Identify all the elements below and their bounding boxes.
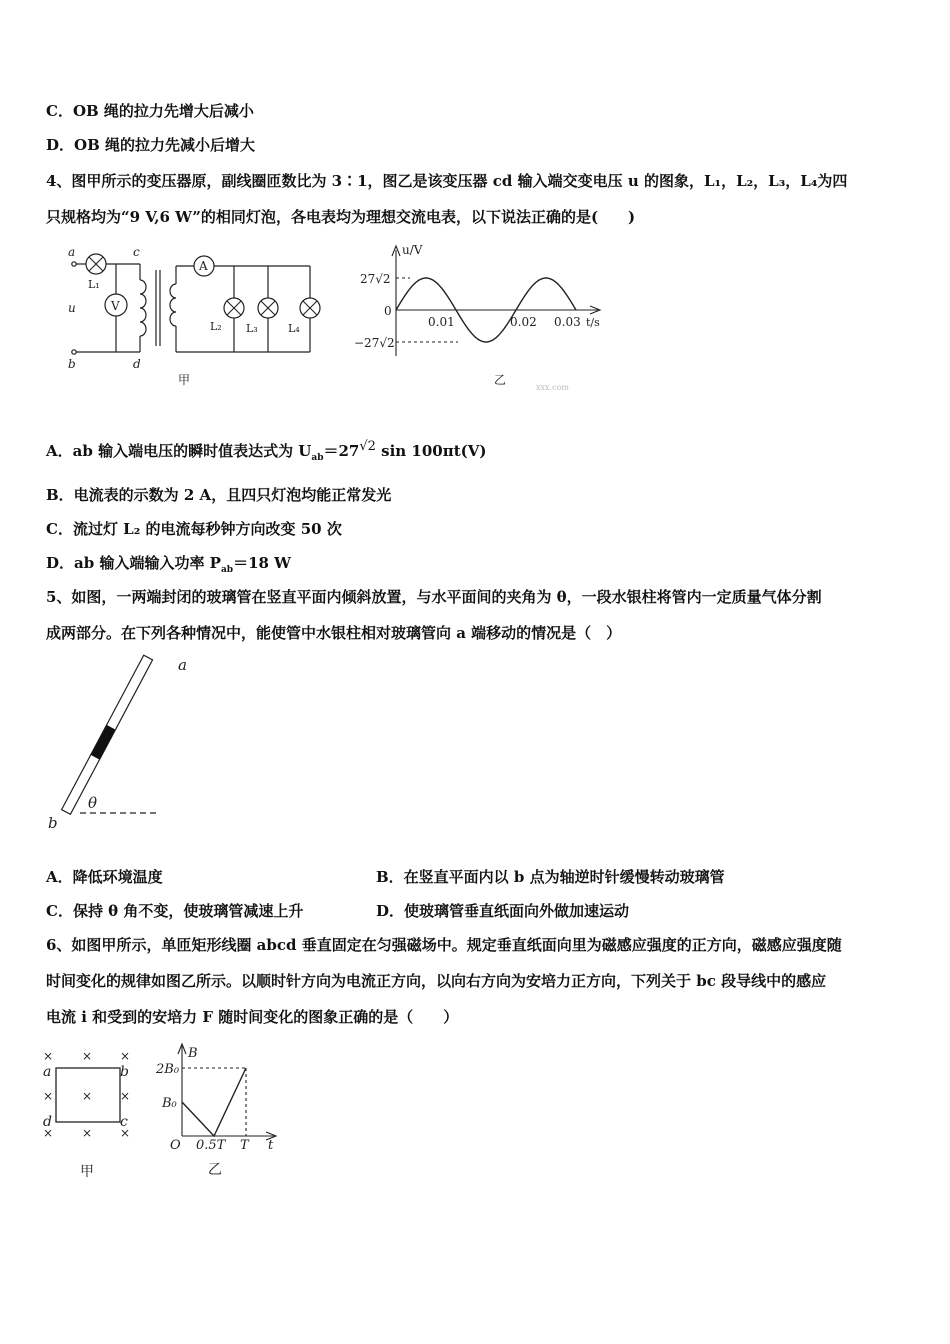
watermark-text: xxx.com: [536, 383, 569, 392]
q3-option-d: D．OB 绳的拉力先减小后增大: [46, 136, 255, 154]
q4-graph-caption: 乙: [494, 373, 507, 387]
tube-end-a: a: [178, 656, 187, 674]
terminal-d: d: [133, 357, 141, 371]
q6-graph-caption: 乙: [208, 1162, 222, 1178]
q5-stem-line2: 成两部分。在下列各种情况中，能使管中水银柱相对玻璃管向 a 端移动的情况是（ ）: [46, 624, 622, 642]
q4-voltage-graph: [340, 238, 630, 398]
graph-zero-label: 0: [384, 304, 392, 318]
svg-text:×: ×: [119, 1049, 131, 1063]
q6-stem-line3: 电流 i 和受到的安培力 F 随时间变化的图象正确的是（ ）: [46, 1008, 459, 1026]
b-graph-xlabel: t: [268, 1138, 274, 1153]
q4-option-a: A．ab 输入端电压的瞬时值表达式为 $U_{ab}=27^{√2}$ sin 100πt(V): [46, 439, 487, 463]
q6-field-graph: [150, 1040, 290, 1180]
svg-text:×: ×: [119, 1089, 131, 1103]
svg-text:×: ×: [42, 1126, 54, 1140]
lamp-l1-label: L₁: [88, 278, 100, 291]
terminal-b: b: [68, 357, 76, 371]
q5-option-d: D．使玻璃管垂直纸面向外做加速运动: [376, 902, 630, 920]
svg-text:×: ×: [42, 1089, 54, 1103]
terminal-a: a: [68, 245, 76, 259]
graph-xlabel: t/s: [586, 316, 600, 329]
angle-theta: θ: [88, 794, 98, 812]
b-graph-origin: O: [170, 1138, 181, 1153]
svg-text:×: ×: [119, 1126, 131, 1140]
graph-ymin-label: −27√2: [354, 336, 395, 350]
tube-end-b: b: [48, 814, 58, 832]
b-graph-half-t: 0.5T: [196, 1138, 226, 1153]
q6-coil-caption: 甲: [80, 1164, 94, 1180]
lamp-l2-label: L₂: [210, 320, 222, 333]
coil-corner-a: a: [43, 1064, 52, 1080]
lamp-l4-label: L₄: [288, 322, 300, 335]
coil-corner-b: b: [120, 1064, 129, 1080]
q5-option-b: B．在竖直平面内以 b 点为轴逆时针缓慢转动玻璃管: [376, 868, 725, 886]
b-field-line: [182, 1068, 246, 1136]
svg-text:×: ×: [42, 1049, 54, 1063]
tick-001: 0.01: [428, 315, 455, 329]
tick-003: 0.03: [554, 315, 581, 329]
b-graph-2b0: 2B₀: [156, 1062, 180, 1077]
voltage-u-label: u: [68, 301, 76, 315]
q4-stem-line2: 只规格均为“9 V,6 W”的相同灯泡，各电表均为理想交流电表，以下说法正确的是( ): [46, 208, 636, 226]
svg-text:×: ×: [81, 1089, 93, 1103]
tick-002: 0.02: [510, 315, 537, 329]
lamp-l3-label: L₃: [246, 322, 258, 335]
q4-option-b: B．电流表的示数为 2 A，且四只灯泡均能正常发光: [46, 486, 392, 504]
voltmeter-label: V: [111, 299, 120, 313]
graph-ylabel: u/V: [402, 243, 423, 257]
q6-stem-line2: 时间变化的规律如图乙所示。以顺时针方向为电流正方向，以向右方向为安培力正方向，下列关于 bc 段导线中的感应: [46, 972, 827, 990]
q4-stem-line1: 4、图甲所示的变压器原，副线圈匝数比为 3∶1，图乙是该变压器 cd 输入端交变电压 u 的图象，L₁，L₂，L₃，L₄为四: [46, 172, 848, 190]
svg-text:×: ×: [81, 1126, 93, 1140]
b-graph-b0: B₀: [162, 1096, 177, 1111]
q5-stem-line1: 5、如图，一两端封闭的玻璃管在竖直平面内倾斜放置，与水平面间的夹角为 θ，一段水银柱将管内一定质量气体分割: [46, 588, 822, 606]
svg-text:×: ×: [81, 1049, 93, 1063]
q5-glass-tube-figure: [40, 652, 240, 837]
terminal-c: c: [133, 245, 140, 259]
mercury-column: [91, 725, 116, 760]
q3-option-c: C．OB 绳的拉力先增大后减小: [46, 102, 254, 120]
q4-option-d: D．ab 输入端输入功率 $P_{ab}=18$ W: [46, 554, 292, 575]
q4-circuit-figure: [60, 240, 330, 390]
q5-option-c: C．保持 θ 角不变，使玻璃管减速上升: [46, 902, 304, 920]
q4-circuit-caption: 甲: [178, 373, 191, 387]
b-graph-ylabel: B: [188, 1046, 198, 1061]
q6-coil-figure: [40, 1046, 140, 1181]
b-graph-t: T: [240, 1138, 249, 1153]
coil-corner-d: d: [43, 1114, 52, 1130]
q6-stem-line1: 6、如图甲所示，单匝矩形线圈 abcd 垂直固定在匀强磁场中。规定垂直纸面向里为磁感应强度的正方向，磁感应强度随: [46, 936, 842, 954]
ammeter-label: A: [199, 259, 208, 273]
q5-option-a: A．降低环境温度: [46, 868, 163, 886]
graph-ymax-label: 27√2: [360, 272, 391, 286]
q4-option-c: C．流过灯 L₂ 的电流每秒钟方向改变 50 次: [46, 520, 342, 538]
coil-corner-c: c: [120, 1114, 128, 1130]
